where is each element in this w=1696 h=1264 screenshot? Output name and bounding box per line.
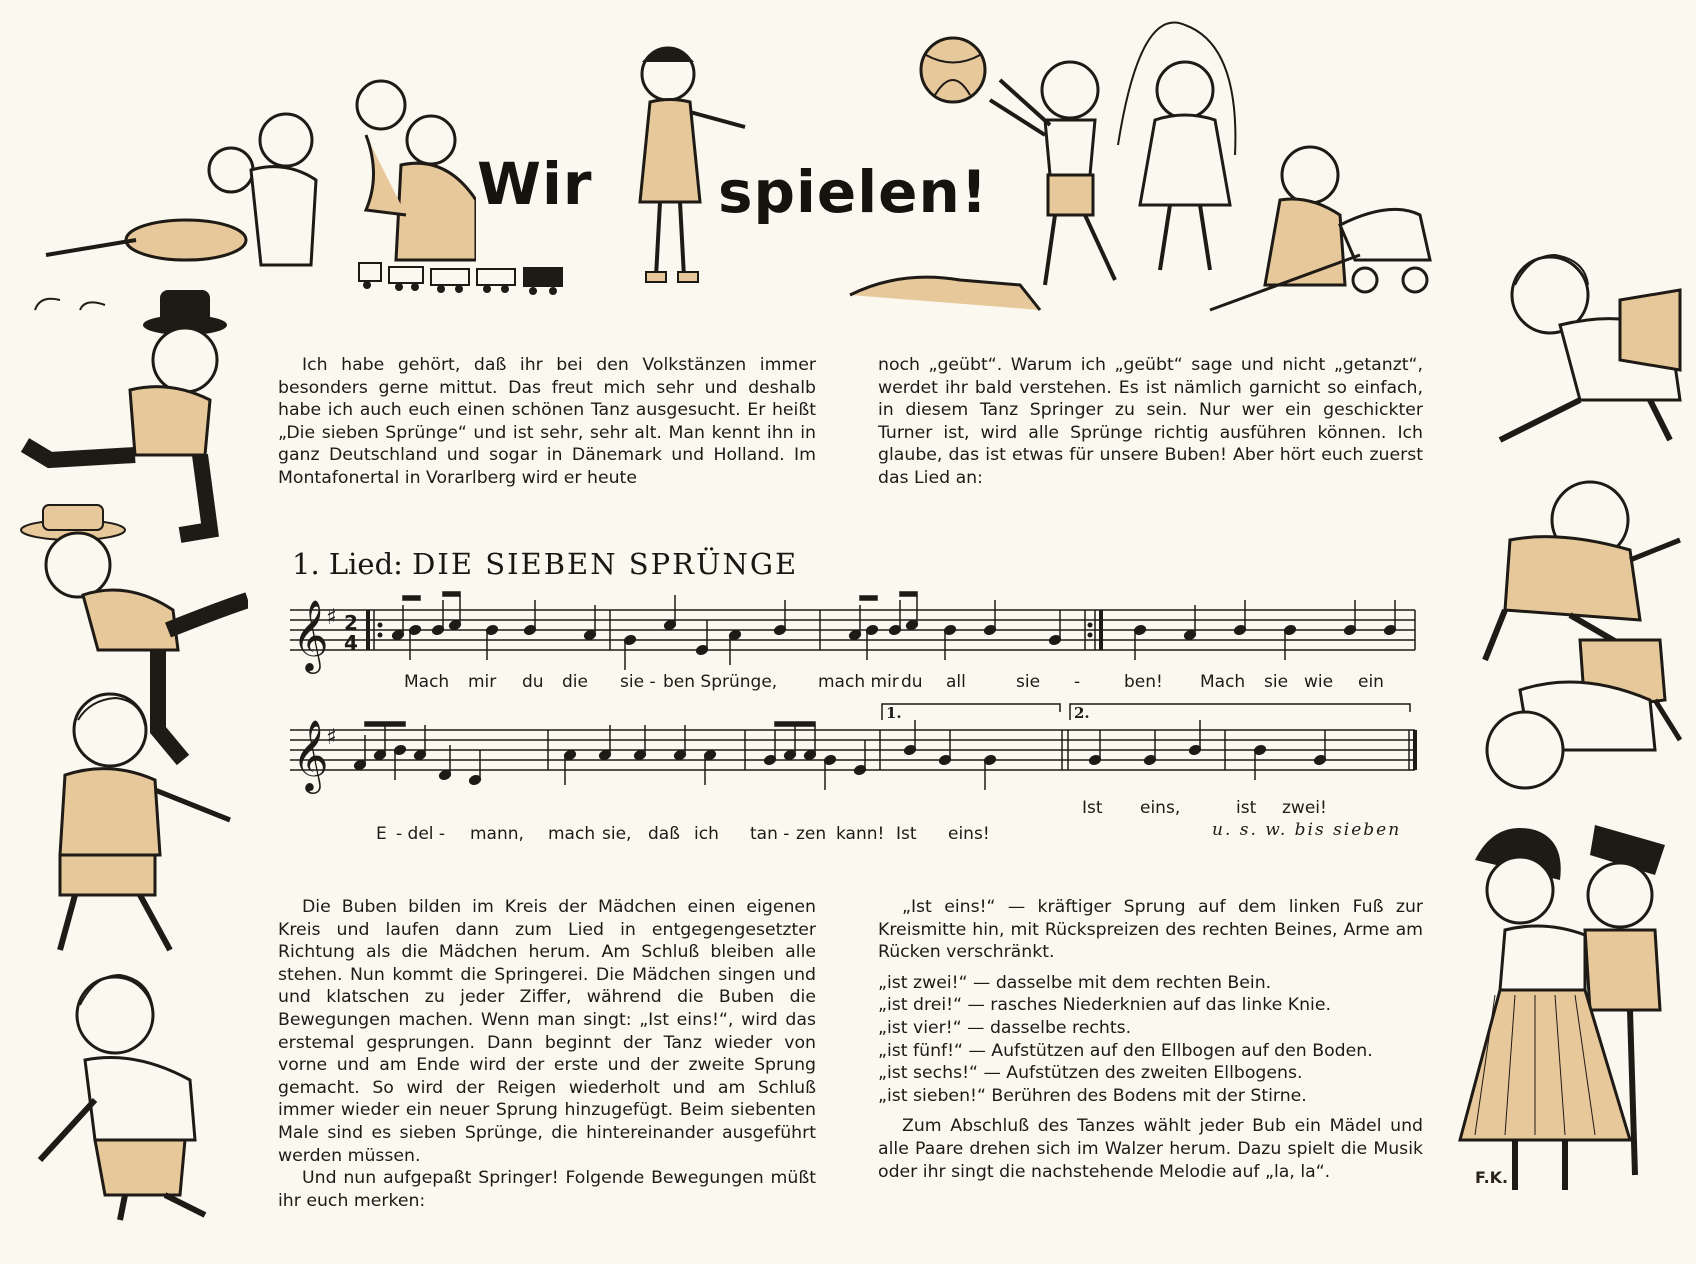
- lyric-syllable: -: [1074, 672, 1081, 692]
- staff-lines-1: [290, 610, 1415, 650]
- intro-right-text: noch „geübt“. Warum ich „geübt“ sage und nicht „getanzt“, werdet ihr bald verstehen. Es ist nämlich garnicht so einfach, in diesem Tanz Springer zu sein. Nur wer ein geschickter Turner ist, wird alle Sprünge richtig ausführen können. Ich glaube, das ist etwas für unsere Buben! Aber hört euch zuerst das Lied an:: [878, 355, 1423, 488]
- note-beam: [860, 596, 877, 600]
- step-ist-eins: „Ist eins!“ — kräftiger Sprung auf dem linken Fuß zur Kreismitte hin, mit Rückspreizen des rechten Beines, Arme am Rücken verschränkt.: [878, 897, 1423, 963]
- lyric-syllable: mann,: [470, 824, 524, 844]
- title-spielen: spielen!: [718, 158, 989, 226]
- song-title: DIE SIEBEN SPRÜNGE: [412, 547, 799, 581]
- lyric-syllable: all: [946, 672, 966, 692]
- illustration-children-playing-left: [36, 40, 476, 290]
- lyric-syllable: Ist: [1082, 798, 1103, 818]
- intro-left-column: [278, 354, 816, 490]
- lyric-syllable: sie -: [620, 672, 656, 692]
- note-beam: [775, 722, 815, 726]
- lyric-syllable: sie: [1264, 672, 1289, 692]
- illustration-children-playing-right: [840, 15, 1470, 330]
- sharp-key-icon: ♯: [326, 725, 337, 750]
- treble-clef-icon: 𝄞: [292, 718, 329, 791]
- instructions-paragraph: Und nun aufgepaßt Springer! Folgende Bewegungen müßt ihr euch merken:: [278, 1168, 816, 1211]
- lyric-syllable: ich: [694, 824, 719, 844]
- step-item: „ist sechs!“ — Aufstützen des zweiten Ellbogens.: [878, 1063, 1303, 1084]
- lyric-syllable: du: [901, 672, 923, 692]
- step-item: „ist drei!“ — rasches Niederknien auf das linke Knie.: [878, 995, 1331, 1016]
- volta-brackets: [882, 704, 1410, 720]
- artist-signature: F.K.: [1475, 1168, 1509, 1187]
- note-beam: [365, 722, 405, 726]
- time-sig-bottom: 4: [344, 631, 358, 655]
- note-beam: [443, 592, 460, 596]
- note-beam: [900, 592, 917, 596]
- lyric-syllable: - del -: [396, 824, 446, 844]
- step-item: „ist sieben!“ Berühren des Bodens mit der Stirne.: [878, 1085, 1307, 1106]
- step-item: „ist vier!“ — dasselbe rechts.: [878, 1017, 1132, 1038]
- lyric-syllable: daß: [648, 824, 680, 844]
- lyric-syllable: mach: [548, 824, 596, 844]
- song-number-label: 1. Lied:: [292, 547, 403, 581]
- step-item: „ist zwei!“ — dasselbe mit dem rechten Bein.: [878, 972, 1272, 993]
- lyric-syllable: E: [376, 824, 387, 844]
- lyric-syllable: ist: [1236, 798, 1257, 818]
- usw-note: u. s. w. bis sieben: [1212, 820, 1402, 840]
- time-sig-top: 2: [344, 611, 358, 635]
- intro-right-column: [878, 354, 1423, 490]
- ending-1-label: 1.: [886, 704, 902, 722]
- lyric-syllable: eins,: [1140, 798, 1181, 818]
- title-wir: Wir: [477, 150, 593, 218]
- lyric-syllable: ben!: [1124, 672, 1163, 692]
- illustration-child-crawling-top: [1490, 240, 1690, 460]
- lyric-syllable: kann!: [836, 824, 885, 844]
- lyric-syllable: tan -: [750, 824, 790, 844]
- lyric-syllable: wie: [1304, 672, 1334, 692]
- note-beam: [403, 596, 420, 600]
- staff-lines-2: [290, 730, 1415, 770]
- treble-clef-icon: 𝄞: [292, 598, 329, 671]
- song-heading: [292, 547, 798, 581]
- lyric-syllable: ben Sprünge,: [663, 672, 778, 692]
- lyric-syllable: eins!: [948, 824, 990, 844]
- sharp-key-icon: ♯: [326, 605, 337, 630]
- lyric-syllable: zen: [796, 824, 827, 844]
- steps-list: [878, 972, 1423, 1108]
- illustration-child-from-behind: [20, 680, 240, 970]
- notes-line-1: [391, 592, 1396, 670]
- lyric-syllable: sie: [1016, 672, 1041, 692]
- illustration-girl-standing: [620, 32, 750, 292]
- intro-left-text: Ich habe gehört, daß ihr bei den Volkstänzen immer besonders gerne mittut. Das freut mich sehr und deshalb habe ich auch euch einen schönen Tanz ausgesucht. Er heißt „Die sieben Sprünge“ und ist sehr, sehr alt. Man kennt ihn in ganz Deutschland und sogar in Dänemark und Holland. Im Montafonertal in Vorarlberg wird er heute: [278, 355, 816, 488]
- instructions-left-column: [278, 896, 816, 1212]
- step-item: „ist fünf!“ — Aufstützen auf den Ellbogen auf den Boden.: [878, 1040, 1373, 1061]
- illustration-dancing-couple: [1455, 820, 1695, 1210]
- lyric-syllable: zwei!: [1282, 798, 1327, 818]
- instructions-right-column: [878, 896, 1423, 1183]
- lyric-syllable: Mach: [404, 672, 450, 692]
- illustration-child-crouching: [25, 960, 245, 1240]
- illustration-child-head-down: [1480, 630, 1690, 800]
- lyric-syllable: mach mir: [818, 672, 899, 692]
- lyric-syllable: mir: [468, 672, 497, 692]
- illustration-toy-train: [355, 255, 570, 300]
- lyric-syllable: du: [522, 672, 544, 692]
- lyric-syllable: ein: [1358, 672, 1384, 692]
- lyric-syllable: sie,: [602, 824, 632, 844]
- lyric-syllable: die: [562, 672, 588, 692]
- instructions-paragraph: Die Buben bilden im Kreis der Mädchen einen eigenen Kreis und laufen dann zum Lied in entgegengesetzter Richtung als die Mädchen herum. Am Schluß bleiben alle stehen. Nun kommt die Springerei. Die Mädchen singen und und klatschen zu jeder Ziffer, während die Buben die Bewegungen machen. Wenn man singt: „Ist eins!“, wird das erstemal gesprungen. Dann beginnt der Tanz wieder von vorne und am Ende wird der erste und der zweite Sprung gemacht. So wird der Reigen wiederholt und am Schluß immer wieder ein neuer Sprung hinzugefügt. Beim siebenten Male sind es sieben Sprünge, die hintereinander ausgeführt werden müssen.: [278, 897, 816, 1166]
- ending-2-label: 2.: [1074, 704, 1090, 722]
- lyric-syllable: Mach: [1200, 672, 1246, 692]
- closing-paragraph: Zum Abschluß des Tanzes wählt jeder Bub ein Mädel und alle Paare drehen sich im Walzer herum. Dazu spielt die Musik oder ihr singt die nachstehende Melodie auf „la, la“.: [878, 1116, 1423, 1182]
- lyric-syllable: Ist: [896, 824, 917, 844]
- music-staff-1: [290, 590, 1420, 680]
